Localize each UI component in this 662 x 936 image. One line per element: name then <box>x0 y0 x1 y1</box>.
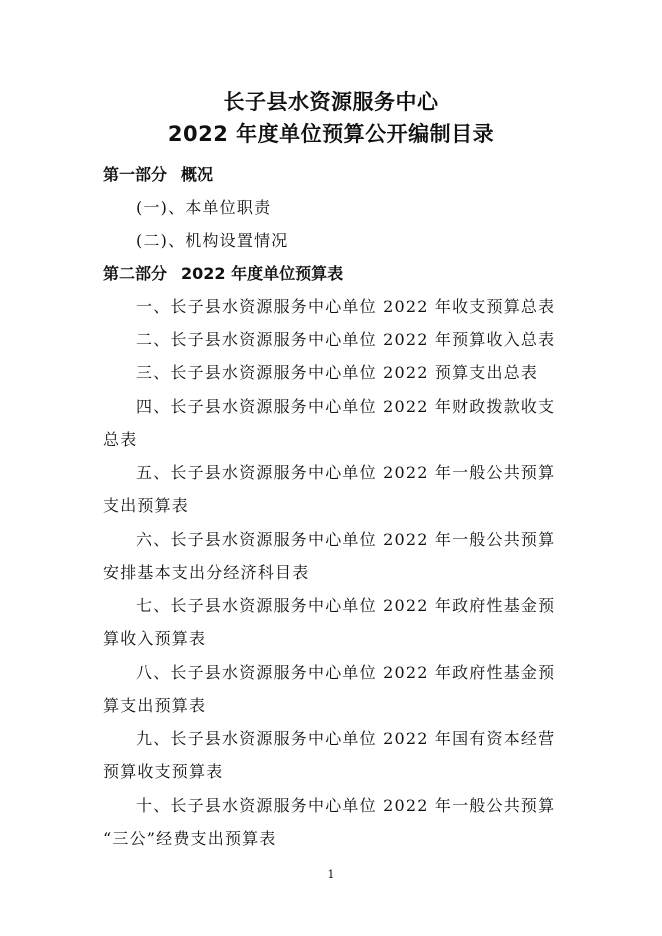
part2-item-7-cont: 算收入预算表 <box>103 629 207 648</box>
part1-name: 概况 <box>181 165 214 184</box>
part2-item-8: 八、长子县水资源服务中心单位 2022 年政府性基金预 <box>136 663 556 682</box>
part2-item-10-cont: “三公”经费支出预算表 <box>103 829 277 848</box>
part2-item-5-cont: 支出预算表 <box>103 496 190 515</box>
part2-item-4: 四、长子县水资源服务中心单位 2022 年财政拨款收支 <box>136 397 556 416</box>
part2-item-8-cont: 算支出预算表 <box>103 696 207 715</box>
part1-heading <box>103 162 213 185</box>
part2-item-1: 一、长子县水资源服务中心单位 2022 年收支预算总表 <box>136 297 556 316</box>
page-number: 1 <box>327 868 335 881</box>
part2-item-6-cont: 安排基本支出分经济科目表 <box>103 563 310 582</box>
part2-item-2: 二、长子县水资源服务中心单位 2022 年预算收入总表 <box>136 330 556 349</box>
part1-item-1: (一)、本单位职责 <box>136 198 272 217</box>
part2-label: 第二部分 <box>103 264 168 283</box>
part2-item-6: 六、长子县水资源服务中心单位 2022 年一般公共预算 <box>136 530 556 549</box>
part1-item-2: (二)、机构设置情况 <box>136 231 289 250</box>
part2-item-3: 三、长子县水资源服务中心单位 2022 预算支出总表 <box>136 363 539 382</box>
part2-item-5: 五、长子县水资源服务中心单位 2022 年一般公共预算 <box>136 463 556 482</box>
part2-heading <box>103 261 343 284</box>
part2-item-7: 七、长子县水资源服务中心单位 2022 年政府性基金预 <box>136 596 556 615</box>
part2-item-9-cont: 预算收支预算表 <box>103 762 224 781</box>
part2-item-4-cont: 总表 <box>103 430 138 449</box>
part2-item-10: 十、长子县水资源服务中心单位 2022 年一般公共预算 <box>136 796 556 815</box>
document-subtitle: 2022 年度单位预算公开编制目录 <box>167 122 495 146</box>
part1-label: 第一部分 <box>103 165 168 184</box>
document-title: 长子县水资源服务中心 <box>223 90 439 114</box>
part2-item-9: 九、长子县水资源服务中心单位 2022 年国有资本经营 <box>136 729 556 748</box>
part2-name: 2022 年度单位预算表 <box>181 264 344 283</box>
